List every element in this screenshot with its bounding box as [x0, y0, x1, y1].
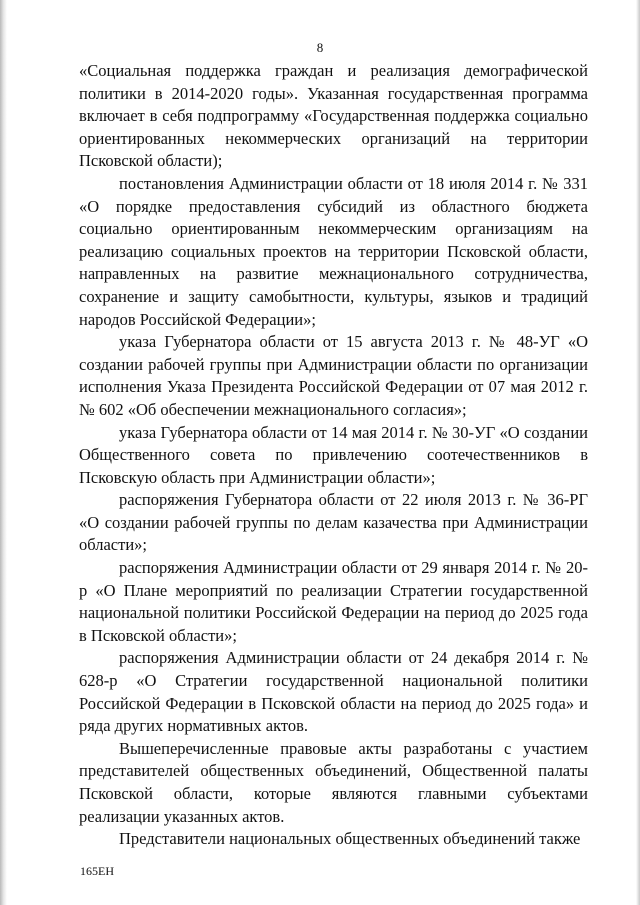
paragraph-3: указа Губернатора области от 15 августа 2013 г. № 48-УГ «О создании рабочей группы при Администрации области по организации исполнения Указа Президента Российской Федерации от 07 мая 2012 г. № 602 «Об обеспечении межнационального согласия»; — [79, 332, 588, 419]
paragraph-6: распоряжения Администрации области от 29 января 2014 г. № 20-р «О Плане мероприятий по реализации Стратегии государственной национальной политики Российской Федерации на период до 2025 года в Псковской области»; — [79, 558, 588, 645]
paragraph-4: указа Губернатора области от 14 мая 2014 г. № 30-УГ «О создании Общественного совета по привлечению соотечественников в Псковскую область при Администрации области»; — [79, 422, 588, 487]
document-body — [79, 60, 588, 851]
paragraph-9: Представители национальных общественных объединений также — [119, 829, 581, 849]
paragraph-7: распоряжения Администрации области от 24 декабря 2014 г. № 628-р «О Стратегии государственной национальной политики Российской Федерации в Псковской области на период до 2025 года» и ряда других нормативных актов. — [79, 648, 588, 736]
scan-shadow-right — [636, 0, 640, 905]
paragraph-5: распоряжения Губернатора области от 22 июля 2013 г. № 36-РГ «О создании рабочей группы по делам казачества при Администрации области»; — [79, 490, 588, 555]
scan-shadow-left — [0, 0, 7, 905]
paragraph-2: постановления Администрации области от 18 июля 2014 г. № 331 «О порядке предоставления субсидий из областного бюджета социально ориентированным некоммерческим организациям на реализацию социальных проектов на территории Псковской области, направленных на развитие межнационального сотрудничества, сохранение и защиту самобытности, культуры, языков и традиций народов Российской Федерации»; — [79, 173, 588, 329]
paragraph-1: «Социальная поддержка граждан и реализация демографической политики в 2014-2020 годы». Указанная государственная программа включает в себя подпрограмму «Государственная поддержка социально ориентированных некоммерческих организаций на территории Псковской области); — [79, 61, 588, 171]
page-number: 8 — [316, 40, 324, 55]
paragraph-8: Вышеперечисленные правовые акты разработаны с участием представителей общественных объединений, Общественной палаты Псковской области, которые являются главными субъектами реализации указанных актов. — [79, 738, 588, 826]
document-code: 165ЕН — [80, 864, 114, 878]
